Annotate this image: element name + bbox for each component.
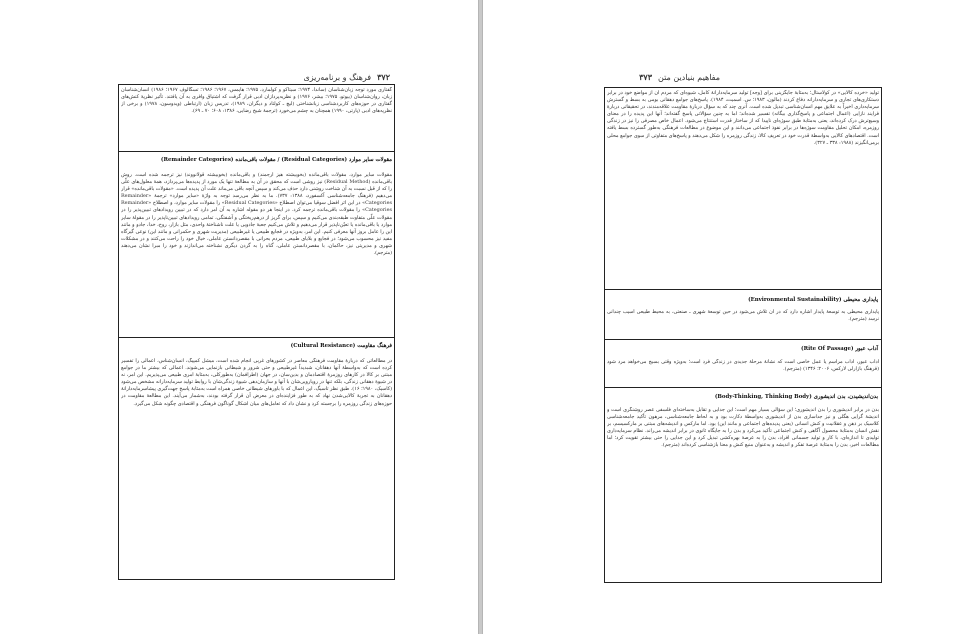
entry-title: فرهنگ مقاومت (Cultural Resistance) (290, 343, 392, 349)
entry-divider (118, 337, 395, 338)
entry-divider (604, 339, 882, 340)
left-page (0, 0, 478, 634)
page-number: ۳۷۲ (377, 72, 390, 82)
entry-title: بدن‌اندیشیدن، بدن اندیشوری (Body-Thinking, Thinking Body) (714, 394, 878, 400)
entry-body: مقولات سایر موارد، مقولات باقی‌مانده (بخوبیشته هیز ارجمند) و باقی‌مانده (بخوبیشته قولانووند) نیز ترجمه شده است. روش باقی‌مانده (Residual Method) نیز روشی است که محقق در آن به مطالعهٔ تنها یک مورد از پدیده‌ها می‌پردازد، همهٔ معلول‌های علّی را که از قبل نسبت به آن شناخت روشنی دارد حذف می‌کند و سپس آنچه باقی می‌ماند علت آن پدیده است. «مقولات باقی‌مانده» قرار می‌دهیم (فرهنگ جامعه‌شناسی آکسفورد، ۱۳۸۸: ۷۳۷). ما به نظر می‌رسد توجه به واژهٔ «سایر موارد» ترجمهٔ «Remainder Categories» در این اثر افضل سوقیا می‌توان اصطلاح «Residual Categories» را مقولات سایر موارد، و اصطلاح «Remainder Categories» را مقولات باقی‌مانده ترجمه کرد. در اینجا هر دو مقوله اشاره به آن امر دارد که در تبیین رویدادهای تبیین‌پذیر را در مقولات علّی متفاوت طبقه‌بندی می‌کنیم و سپس، برای گریز از درهم‌ریختگی و آشفتگی، تمامی رویدادهای تبیین‌ناپذیر را در مقولهٔ سایر موارد یا باقی‌مانده یا تعیّن‌ناپذیر قرار می‌دهیم و تلاش می‌کنیم جعبهٔ جادویی یا علت ناشناختهٔ واحدی، مثل بازار، روح، خدا، جادو و مانند این را عامل بروز آنها معرفی کنیم. این امر، به‌ویژه در فجایع طبیعی یا غیرطبیعی (مدیریت شهری و حکمرانی و مانند این) نوعی گیرگاه مفید نیز محسوب می‌شود؛ در فجایع و بلایای طبیعی، مردم بحرانی با مقصردانستن عاملی، خیال خود را راحت می‌کنند و در مشکلات شهری و مدیریتی نیز، حاکمان، با مقصردانستن عاملی، گناه را به گردن دیگری نشناخته می‌اندازند و خود را مبرا نشان می‌دهند (مترجم). (121, 172, 392, 257)
running-title: فرهنگ و برنامه‌ریزی (303, 73, 372, 82)
running-title: مفاهیم بنیادین متن (658, 73, 720, 82)
entry-title: مقولات سایر موارد (Residual Categories) / مقولات باقی‌مانده (Remainder Categories) (160, 157, 392, 163)
entry-body: آداب عبور، آداب مراسم یا عمل خاصی است که نشانهٔ مرحلهٔ جدیدی در زندگی فرد است؛ به‌ویژه وقتی بسیج می‌خواهد مرد شود (فرهنگ بازارلی لارکس، ۲۰۰۶؛ ۱۳۴۶) (مترجم). (607, 359, 879, 373)
left-page-header (292, 72, 396, 82)
entry-title: آداب عبور (Rite Of Passage) (801, 346, 878, 352)
page-number: ۳۷۳ (639, 72, 653, 82)
entry-body: پایداری محیطی به توسعهٔ پایدار اشاره دارد که در آن تلاش می‌شود در حین توسعهٔ شهری ـ صنعتی، به محیط طبیعی آسیب چندانی نرسد (مترجم). (607, 309, 879, 323)
entry-divider (604, 387, 882, 388)
right-page (483, 0, 961, 634)
entry-body: در مطالعاتی که دربارهٔ مقاومت فرهنگی معاصر در کشورهای غربی انجام شده است، میشل کمپیگ، انسان‌شناس، اعمالی را تفسیر کرده است که به‌واسطهٔ آنها دهقانان، شبدیداً غیرطبیعی و حتی شرور و شیطانی بازنمایی می‌شوند. اعمالی که بیشتر ما در جوامع مبتنی بر کالا در کارهای روزمرهٔ اقتصادمان و بدین‌سان، در جهان (اطرافمان) به‌طورکلی، به‌مثابهٔ امری طبیعی می‌پذیریم. این امر، نه در شیوهٔ دهقانی زندگی، بلکه تنها در رویارویی‌شان با آنها و سازمان‌دهی شیوهٔ زندگی‌شان با روابط تولید سرمایه‌دارانه مشخص می‌شود (کاسیک، ۱۹۸۰؛ ۱۶). طبق نظر تاسیگ، این اعمال که با باورهای شیطانی خاصی همراه است به‌مثابهٔ پاسخ جهت‌گیری پیشاسرمایه‌دارانهٔ دهقانان به تجربهٔ کالایی‌شدن نهاد که به طور فزاینده‌ای در معرض آن قرار گرفته بودند، به‌شمار می‌آیند. این مطالعهٔ مقاومت در حوزه‌های زندگی روزمره را برجسته کرد و نشان داد که تعامل‌های میان اشکال گوناگون فرهنگی و اقتصادی چگونه شکل می‌گیرد. (121, 358, 392, 407)
entry-divider (604, 289, 882, 290)
intro-paragraph: گفتاری مورد توجه زبان‌شناسان (ساندا، ۱۹۷۴؛ سیتاکو و کولمارد، ۱۹۷۵؛ هایمس، ۱۹۶۷؛ ۱۹۸۶؛ تسگالوف ۱۹۶۷؛ ۱۹۸۶) انسان‌شناسان زبان، روان‌شناسان (بیوتو، ۱۹۷۵؛ بیشر، ۱۹۷۶) و نظریه‌پردازان ادبی قرار گرفت که اشتیاق وافری به آن یافتند. تأثیر نظریهٔ کنش‌های گفتاری در حوزه‌های کاربردشناسی زبانشناختی (لیچ ـ کولتاد و دیگران، ۱۹۸۹)، تدریس زبان (ارتباطی (ویدوسون، ۱۹۷۸) و برخی از نظریه‌های ادبی (پارتی، ۱۹۹۰) همچنان به چشم می‌خورد (ترجمهٔ شیخ رضایی، ۱۳۸۶: ۶۰۸؛ ۷۰ ـ ۶۹). (121, 87, 392, 115)
right-page-header (600, 72, 720, 82)
entry-body: بدن در برابر اندیشوری را بدن اندیشوری؛ این سؤالی بسیار مهم است؛ این جدایی و تقابل به‌ساخته‌ای فلسفی عصر روشنگری است و اندیشهٔ گرایی هگلی و نیز جداسازی بدن از اندیشوری به‌واسطهٔ دکارت بود و به لحاظ جامعه‌شناسی، مرهون تأکید جامعه‌شناسی کلاسیک بر ذهن و عقلانیت و کنش انسانی (یعنی پدیده‌های اجتماعی و مانند این) بود. اما مارکس و اندیشه‌های مبتنی بر مارکسیسم، بر نقش انسان به‌مثابهٔ محصول آگاهی و کنش اجتماعی تأکید می‌کرد و بدن را به جایگاه ثانوی در برابر اندیشه می‌راند. نظام سرمایه‌داری تولیدی تا اندازه‌ای، با کار و تولید جسمانی افراد، بدن را به عرصهٔ بهره‌کشی تبدیل کرد و این جدایی را حتی بیشتر تقویت کرد؛ اما مطالعات اخیر، بدن را به‌مثابهٔ عرصهٔ تفکر و اندیشه و به‌عنوان منبع کنش و معنا بازشناسی کرده‌اند (مترجم). (607, 407, 879, 449)
intro-paragraph: تولید «خرده کالایی» در کولاستال؛ به‌مثابهٔ جایگزینی برای [وجه] تولید سرمایه‌دارانهٔ کامل، شیوه‌ای که مردم آن از مواضع خود در برابر دستکاری‌های تجاری و سرمایه‌دارانه دفاع کردند (مالون، ۱۹۸۳؛ س. اسمیت، ۱۹۸۴). پاسخ‌های جوامع دهقانی بومی به بسط و گسترش سرمایه‌داری اخیراً به علایق مهم انسان‌شناسی تبدیل شده است. آنری چند که به سؤال دربارهٔ مقاومت علاقه‌مندند، در تحقیقاتی دربارهٔ فرایند نازایی (اعمال اجتماعی و پاسخ‌گذاری بیگانه) تفسیر شده‌اند؛ اما به چنین سؤالاتی پاسخ گفته‌اند؛ آنها این پدیده را در معنای وسیع‌ترش درک کرده‌اند، یعنی به‌مثابهٔ طبق سوژه‌ای ناپیدا که از ساختار قدرت استنتاج می‌شود. اعمال خاص مصرفی را نیز در زندگی روزمره، امکان تحلیل مقاومت سوژه‌ها در برابر نفوذ اجتماعی می‌دانند و این موضوع در مطالعات فرهنگی به‌طور گسترده بسط یافته است. اقتصادهای کالایی به‌واسطهٔ قدرت خود در تعریف کالا، زندگی روزمره را شکل می‌دهند و پاسخ‌های متفاوتی از سوی جوامع محلی برمی‌انگیزند (۱۹۸۸: ۳۳۸ ـ ۳۲۷). (607, 90, 879, 146)
entry-divider (118, 151, 395, 152)
entry-title: پایداری محیطی (Environmental Sustainability) (748, 297, 878, 303)
